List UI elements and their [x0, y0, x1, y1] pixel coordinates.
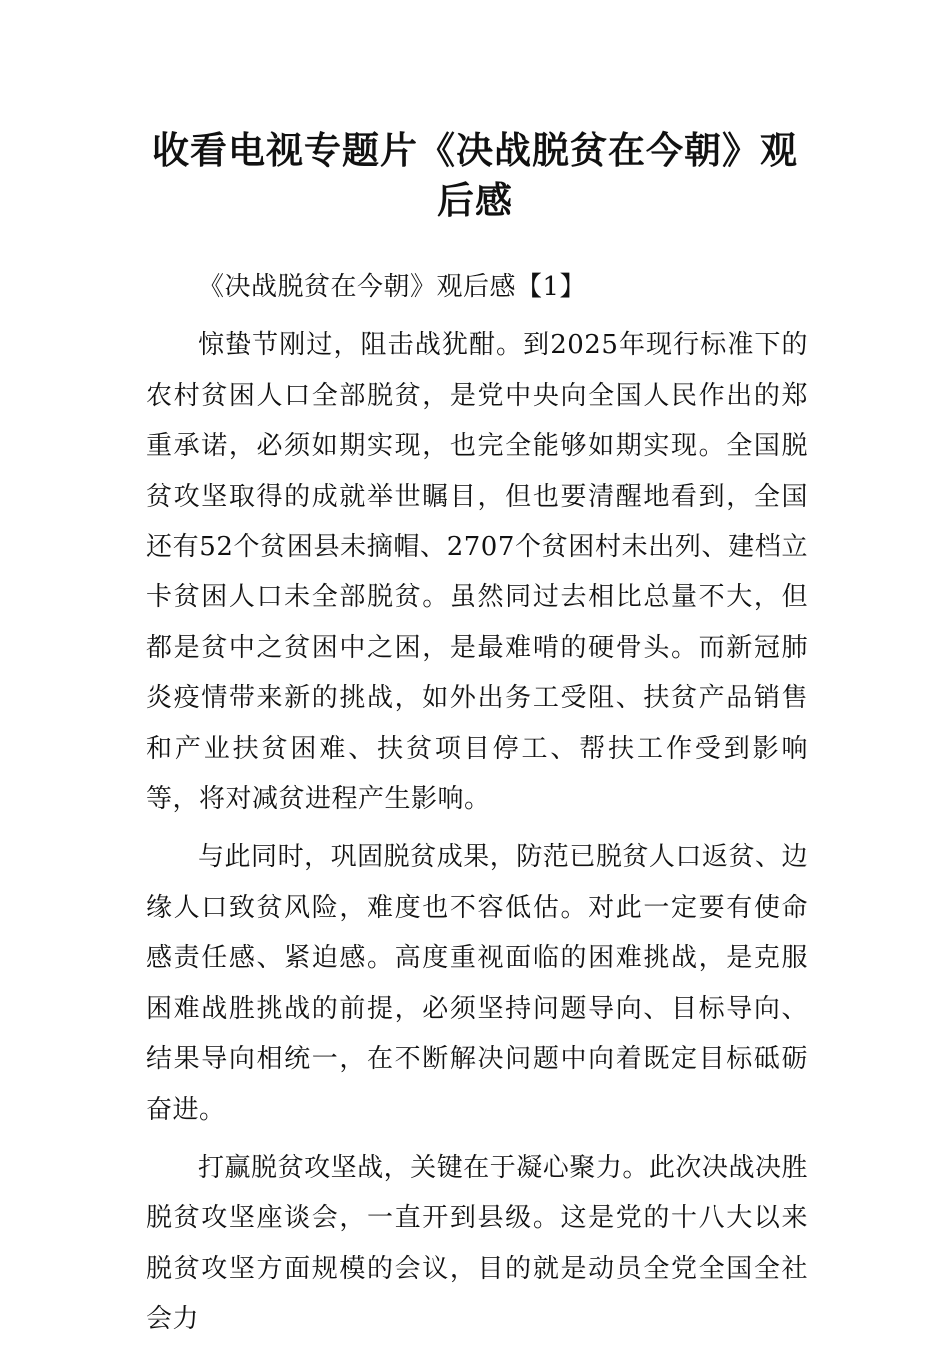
- document-body: [146, 262, 808, 1345]
- paragraph-2: 与此同时，巩固脱贫成果，防范已脱贫人口返贫、边缘人口致贫风险，难度也不容低估。对此一定要有使命感责任感、紧迫感。高度重视面临的困难挑战，是克服困难战胜挑战的前提，必须坚持问题导向、目标导向、结果导向相统一，在不断解决问题中向着既定目标砥砺奋进。: [146, 842, 808, 1125]
- paragraph-3: 打赢脱贫攻坚战，关键在于凝心聚力。此次决战决胜脱贫攻坚座谈会，一直开到县级。这是党的十八大以来脱贫攻坚方面规模的会议，目的就是动员全党全国全社会力: [146, 1152, 808, 1335]
- document-title: [120, 126, 830, 226]
- paragraph-1: 惊蛰节刚过，阻击战犹酣。到2025年现行标准下的农村贫困人口全部脱贫，是党中央向全国人民作出的郑重承诺，必须如期实现，也完全能够如期实现。全国脱贫攻坚取得的成就举世瞩目，但也要清醒地看到，全国还有52个贫困县未摘帽、2707个贫困村未出列、建档立卡贫困人口未全部脱贫。虽然同过去相比总量不大，但都是贫中之贫困中之困，是最难啃的硬骨头。而新冠肺炎疫情带来新的挑战，如外出务工受阻、扶贫产品销售和产业扶贫困难、扶贫项目停工、帮扶工作受到影响等，将对减贫进程产生影响。: [146, 330, 808, 815]
- section-subheading: 《决战脱贫在今朝》观后感【1】: [198, 272, 587, 302]
- title-line-1: 收看电视专题片《决战脱贫在今朝》观: [152, 129, 798, 172]
- title-line-2: 后感: [437, 179, 513, 222]
